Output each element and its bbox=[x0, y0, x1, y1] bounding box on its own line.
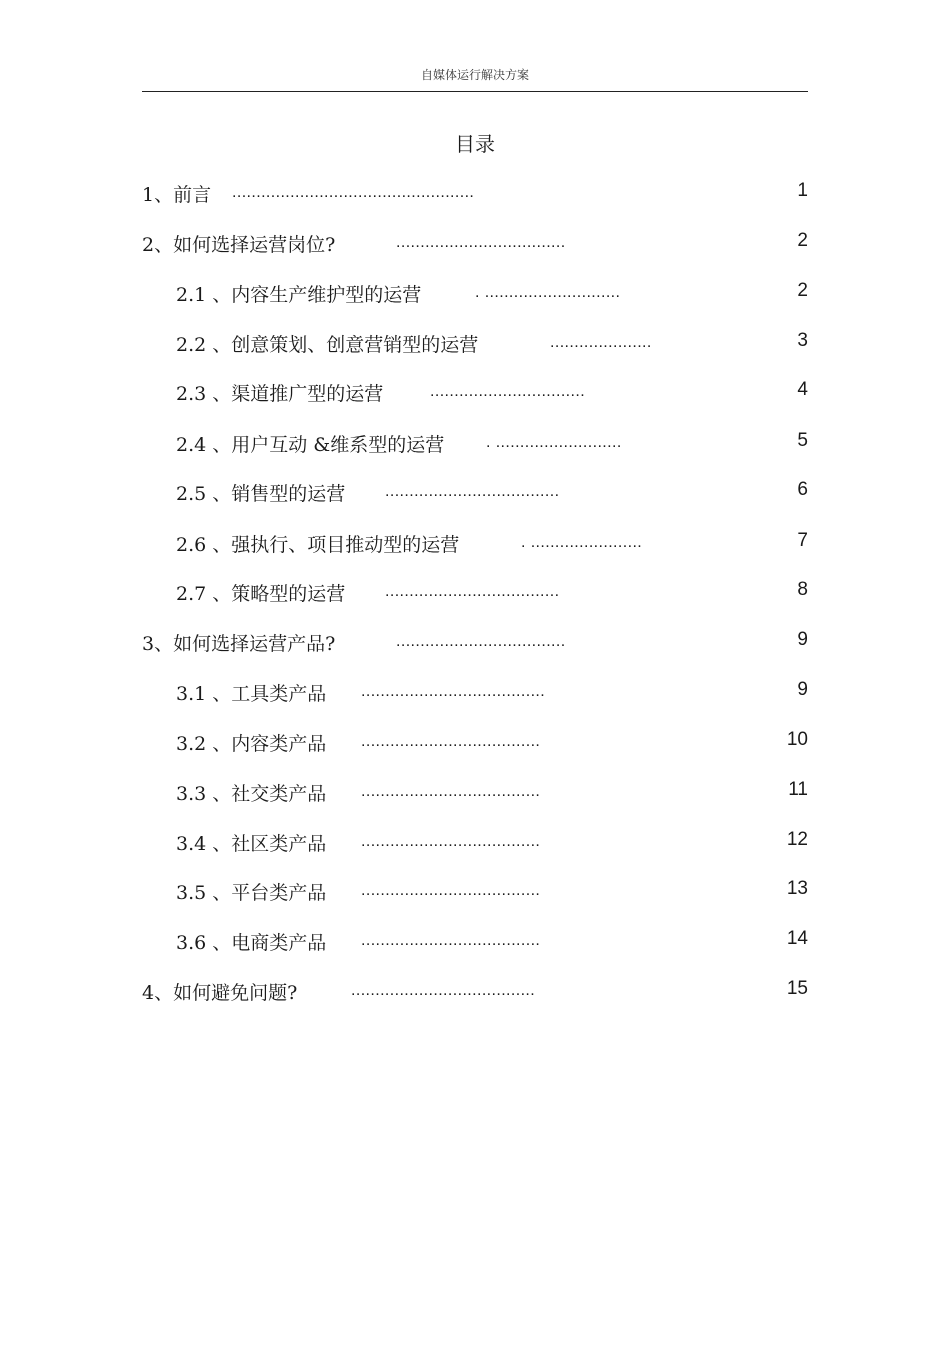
toc-entry-page: 15 bbox=[786, 978, 808, 999]
toc-entry-page: 13 bbox=[786, 878, 808, 899]
toc-entry-leader: . ....................... bbox=[521, 534, 643, 551]
toc-entry-3-1[interactable] bbox=[0, 679, 950, 709]
toc-entry-page: 9 bbox=[797, 679, 808, 700]
toc-entry-page: 6 bbox=[797, 479, 808, 500]
toc-entry-page: 2 bbox=[797, 280, 808, 301]
toc-entry-3-6[interactable] bbox=[0, 928, 950, 958]
toc-entry-label: 2.7 、策略型的运营 bbox=[176, 583, 346, 605]
toc-entry-label: 3.2 、内容类产品 bbox=[176, 733, 327, 755]
toc-entry-leader: ..................................... bbox=[361, 733, 541, 750]
toc-entry-leader: ..................... bbox=[550, 334, 652, 351]
toc-entry-page: 12 bbox=[786, 829, 808, 850]
toc-entry-label: 2.6 、强执行、项目推动型的运营 bbox=[176, 534, 460, 556]
toc-entry-3[interactable] bbox=[0, 629, 950, 659]
toc-entry-2[interactable] bbox=[0, 230, 950, 260]
toc-entry-page: 5 bbox=[797, 430, 808, 451]
toc-entry-2-2[interactable] bbox=[0, 330, 950, 360]
toc-entry-label: 2.1 、内容生产维护型的运营 bbox=[176, 284, 422, 306]
toc-entry-leader: .................................... bbox=[385, 583, 560, 600]
toc-entry-label: 3.4 、社区类产品 bbox=[176, 833, 327, 855]
toc-entry-label: 3.1 、工具类产品 bbox=[176, 683, 327, 705]
toc-entry-label: 2.5 、销售型的运营 bbox=[176, 483, 346, 505]
toc-entry-2-5[interactable] bbox=[0, 479, 950, 509]
toc-entry-label: 3.5 、平台类产品 bbox=[176, 882, 327, 904]
toc-entry-leader: ................................... bbox=[396, 633, 566, 650]
toc-entry-label: 3.6 、电商类产品 bbox=[176, 932, 327, 954]
toc-entry-page: 1 bbox=[797, 180, 808, 201]
toc-entry-4[interactable] bbox=[0, 978, 950, 1008]
toc-entry-page: 4 bbox=[797, 379, 808, 400]
toc-entry-page: 2 bbox=[797, 230, 808, 251]
toc-entry-label: 1、前言 bbox=[142, 184, 212, 206]
toc-entry-page: 7 bbox=[797, 530, 808, 551]
toc-entry-3-4[interactable] bbox=[0, 829, 950, 859]
toc-entry-label: 2、如何选择运营岗位? bbox=[142, 234, 336, 256]
toc-entry-leader: ...................................... bbox=[361, 683, 546, 700]
toc-entry-label: 3、如何选择运营产品? bbox=[142, 633, 336, 655]
toc-entry-2-7[interactable] bbox=[0, 579, 950, 609]
toc-entry-label: 3.3 、社交类产品 bbox=[176, 783, 327, 805]
toc-entry-leader: ...................................... bbox=[351, 982, 536, 999]
toc-entry-page: 9 bbox=[797, 629, 808, 650]
toc-entry-leader: .................................... bbox=[385, 483, 560, 500]
toc-entry-2-3[interactable] bbox=[0, 379, 950, 409]
toc-entry-leader: . ............................ bbox=[475, 284, 621, 301]
toc-entry-leader: .................................................. bbox=[232, 184, 475, 201]
running-header: 自媒体运行解决方案 bbox=[420, 68, 529, 82]
toc-entry-leader: . .......................... bbox=[486, 434, 622, 451]
toc-entry-page: 10 bbox=[786, 729, 808, 750]
toc-entry-leader: ..................................... bbox=[361, 882, 541, 899]
toc-entry-2-1[interactable] bbox=[0, 280, 950, 310]
toc-entry-leader: ................................... bbox=[396, 234, 566, 251]
toc-entry-page: 14 bbox=[786, 928, 808, 949]
toc-entry-label: 2.4 、用户互动 &维系型的运营 bbox=[176, 434, 445, 456]
toc-entry-leader: ................................ bbox=[430, 383, 586, 400]
toc-entry-leader: ..................................... bbox=[361, 932, 541, 949]
toc-entry-page: 11 bbox=[788, 779, 808, 800]
toc-entry-2-6[interactable] bbox=[0, 530, 950, 560]
toc-entry-2-4[interactable] bbox=[0, 430, 950, 460]
toc-entry-leader: ..................................... bbox=[361, 833, 541, 850]
toc-entry-page: 8 bbox=[797, 579, 808, 600]
toc-entry-1[interactable] bbox=[0, 180, 950, 210]
toc-entry-3-3[interactable] bbox=[0, 779, 950, 809]
toc-entry-3-2[interactable] bbox=[0, 729, 950, 759]
header-divider bbox=[142, 91, 808, 92]
toc-entry-label: 2.2 、创意策划、创意营销型的运营 bbox=[176, 334, 479, 356]
toc-entry-leader: ..................................... bbox=[361, 783, 541, 800]
toc-entry-page: 3 bbox=[797, 330, 808, 351]
toc-entry-label: 2.3 、渠道推广型的运营 bbox=[176, 383, 384, 405]
toc-title: 目录 bbox=[455, 132, 495, 156]
toc-entry-3-5[interactable] bbox=[0, 878, 950, 908]
toc-entry-label: 4、如何避免问题? bbox=[142, 982, 298, 1004]
